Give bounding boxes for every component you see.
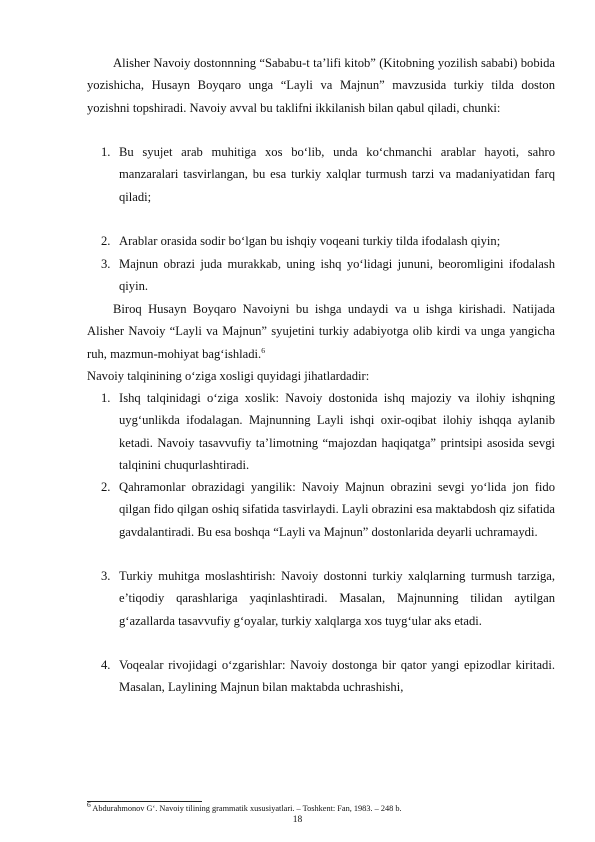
list-number: 4.	[101, 658, 111, 672]
list-text: Arablar orasida sodir bo‘lgan bu ishqiy voqeani turkiy tilda ifodalash qiyin;	[119, 234, 501, 248]
footnote-divider	[87, 801, 202, 802]
list-number: 3.	[101, 569, 111, 583]
list-number: 2.	[101, 234, 111, 248]
list-text: Majnun obrazi juda murakkab, uning ishq yo‘lidagi jununi, beoromligini ifodalash qiyin.	[119, 257, 555, 294]
list-text: Qahramonlar obrazidagi yangilik: Navoiy Majnun obrazini sevgi yo‘lida jon fido qilgan fido qilgan oshiq sifatida tasvirlaydi. Layli obrazini esa maktabdosh qiz sifatida gavdalantiradi. Bu esa boshqa “Layli va Majnun” dostonlarida deyarli uchramaydi.	[119, 480, 555, 539]
talqin-line: Navoiy talqinining o‘ziga xosligi quyidagi jihatlardadir:	[87, 369, 370, 383]
footnote-text: Abdurahmonov G‘. Navoiy tilining grammatik xususiyatlari. – Toshkent: Fan, 1983. – 248 b.	[92, 804, 402, 813]
reason-item-1	[101, 141, 555, 208]
reason-item-3	[101, 253, 555, 298]
feature-item-2	[101, 476, 555, 543]
page-number: 18	[292, 815, 303, 825]
list-text: Ishq talqinidagi o‘ziga xoslik: Navoiy dostonida ishq majoziy va ilohiy ishqning uyg‘unlikda ifodalagan. Majnunning Layli ishqi oxir-oqibat ilohiy ishqqa aylanib ketadi. Navoiy tasavvufiy ta’limotning “majozdan haqiqatga” printsipi asosida sevgi talqinini chuqurlashtiradi.	[119, 391, 555, 472]
list-number: 3.	[101, 257, 111, 271]
footnote	[87, 800, 557, 814]
list-number: 1.	[101, 145, 111, 159]
list-number: 1.	[101, 391, 111, 405]
biroq-paragraph	[87, 298, 555, 365]
list-text: Turkiy muhitga moslashtirish: Navoiy dostonni turkiy xalqlarning turmush tarziga, e’tiqodiy qarashlariga yaqinlashtiradi. Masalan, Majnunning tilidan aytilgan g‘azallarda tasavvufiy g‘oyalar, turkiy xalqlarga xos tuyg‘ular aks etadi.	[119, 569, 555, 628]
footnote-reference[interactable]: 6	[261, 345, 265, 355]
biroq-text: Biroq Husayn Boyqaro Navoiyni bu ishga undaydi va u ishga kirishadi. Natijada Alisher Navoiy “Layli va Majnun” syujetini turkiy adabiyotga olib kirdi va unga yangicha ruh, mazmun-mohiyat bag‘ishladi.	[87, 302, 555, 361]
reason-item-2	[101, 230, 555, 252]
feature-item-3	[101, 565, 555, 632]
list-text: Bu syujet arab muhitiga xos bo‘lib, unda ko‘chmanchi arablar hayoti, sahro manzaralari tasvirlangan, bu esa turkiy xalqlar turmush tarzi va madaniyatidan farq qiladi;	[119, 145, 555, 204]
footnote-mark: 6	[87, 800, 91, 810]
feature-item-1	[101, 387, 555, 476]
intro-paragraph: Alisher Navoiy dostonnning “Sababu-t ta’lifi kitob” (Kitobning yozilish sababi) bobida yozishicha, Husayn Boyqaro unga “Layli va Majnun” mavzusida turkiy tilda doston yozishni topshiradi. Navoiy avval bu taklifni ikkilanish bilan qabul qiladi, chunki:	[87, 56, 555, 115]
list-number: 2.	[101, 480, 111, 494]
feature-item-4	[101, 654, 555, 699]
list-text: Voqealar rivojidagi o‘zgarishlar: Navoiy dostonga bir qator yangi epizodlar kiritadi. Masalan, Laylining Majnun bilan maktabda uchrashishi,	[119, 658, 555, 695]
